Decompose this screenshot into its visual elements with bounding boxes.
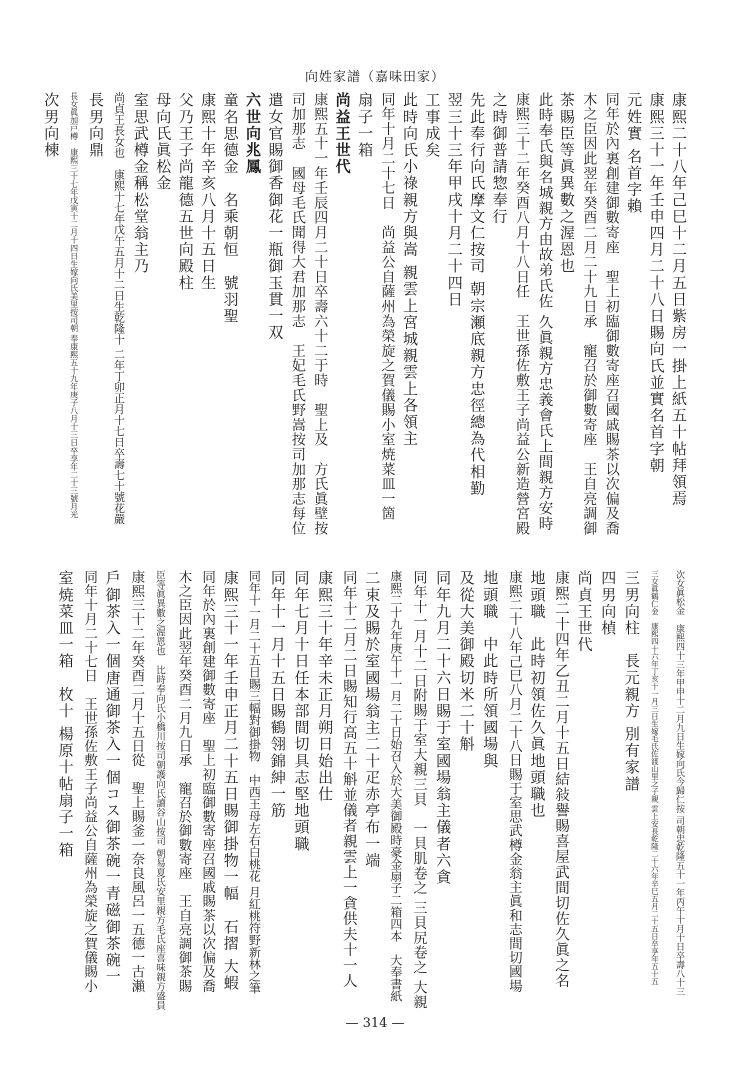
text-column: 司加那志 國母毛氏聞得大君加那志 王妃毛氏野嵩按司加那志每位: [289, 92, 306, 536]
text-column: 康熙三十一年壬申正月二十五日賜御掛物一幅 石摺 大蝦: [221, 570, 240, 992]
text-column: 及從大美御殿切米二十斛: [457, 570, 476, 753]
text-column: 康熙二十八年己巳八月二十八日賜于室思武樽金翁主眞和志間切國場: [505, 570, 522, 993]
text-column: 同年十月二十七日 王世孫佐敷王子尚益公自薩州為榮旋之賀儀賜小: [81, 570, 98, 993]
text-column: 二束及賜於室國場翁主二十疋赤亭布一端: [363, 570, 382, 869]
text-column: 長男向鼎: [87, 92, 106, 159]
text-column: 四男向楨: [599, 570, 618, 637]
text-column: 同年十一月十五日賜鶴翎錦紳一筋: [268, 570, 287, 819]
text-column: 康熙三十一年壬申四月二十八日賜向氏並實名首字朝: [647, 92, 666, 474]
text-column: 地頭職 中此時所領國場與: [481, 570, 500, 770]
text-column: 之時御普請惣奉行: [490, 92, 509, 225]
text-column: 同年於內裏創建御數寄座 聖上初臨御數寄座召國戚賜茶以次偏及喬: [199, 570, 216, 993]
text-column: 三男向柱 長元親方 別有家譜: [622, 570, 641, 793]
text-column: 尚貞王長女也 康熙十七年戊午五月十二日生乾隆十 二年丁卯正月十七日卒壽七十號花嚴: [112, 92, 126, 525]
text-column: 遣女官賜御香御花一瓶御玉貫一双: [266, 92, 285, 341]
text-column: 扇子一箱: [356, 92, 375, 159]
section-heading: 六世向兆鳳: [243, 92, 262, 175]
page-number: — 314 —: [345, 1016, 405, 1031]
text-column: 康熙三十二年癸酉八月十八日任 王世孫佐敷王子尚益公新造營宮殿: [514, 92, 531, 536]
text-column: 同年於內裏創建御數寄座 聖上初臨御數寄座召國戚賜茶以次偏及喬: [603, 92, 620, 536]
text-column: 康熙二十九年庚午十一月二十日始召入於大美御殿時豪金扇子二箱四本 大奉書紙: [388, 570, 403, 1002]
text-column: 康熙十年辛亥八月十五日生: [199, 92, 218, 292]
text-column: 木之臣因此翌年癸酉二月二十九日承 寵召於御數寄座 王自亮調御: [581, 92, 598, 536]
text-column: 戶御茶入一個唐通御茶入一個コス御茶碗一青磁御茶碗一: [103, 570, 122, 985]
lower-text-block: [53, 570, 690, 1010]
text-column: 工事成矣: [423, 92, 442, 159]
text-column: 地頭職 此時初領佐久眞地頭職也: [528, 570, 547, 819]
text-column: 同年十二月二日賜知行高五十斛並儀者親雲上一貪供夫十一人: [340, 570, 357, 989]
text-column: 此時向氏小祿親方與嵩 親雲上宮城親雲上各領主: [400, 92, 419, 447]
text-column: 茶賜臣等眞異數之渥恩也: [557, 92, 576, 275]
text-column: 同年十一月二十五日賜三幅對御掛物 中西王母左右白桃花 月紅桃符野新林之筆: [247, 570, 262, 994]
text-column: 父乃王子尚龍德五世向殿柱: [176, 92, 195, 292]
text-column: 尚貞王世代: [575, 570, 594, 653]
text-column: 同年七月十日任本部間切具志堅地頭職: [292, 570, 311, 853]
text-column: 三女眞鶴仁金 康熙四十六年丁亥十一月三日生嫁毛氏佐渡山里之子親 雲上安長乾隆二十六年辛巳五月二十五日卒享年五十五: [650, 570, 660, 985]
text-column: 康熙三十年辛未正月朔日始出仕: [316, 570, 335, 803]
text-column: 同年十一月十二日附賜于室大親三貝 一貝肌卷之 三貝尻卷之 大親: [411, 570, 428, 1010]
text-column: 康熙五十一年壬辰四月二十日卒壽六十二于時 聖上及 方氏眞壁按: [312, 92, 329, 536]
text-column: 次男向棟: [42, 92, 61, 159]
text-column: 康熙三十二年癸酉二月十五日從 聖上賜釜一奈良風呂一五德一古瀨: [128, 570, 145, 993]
text-column: 長女眞加戸樽 康熙三十七年戊寅十二月十四日生嫁向氏美里按司朝 奉康熙五十九年庚子八月十三日卒享年二十三號月光: [69, 92, 79, 519]
text-column: 康熙二十四年乙丑二月十五日結敍譽賜喜屋武間切佐久眞之名: [553, 570, 570, 989]
text-column: 室焼菜皿一箱 枚十 楊原十帖扇子一箱: [56, 570, 75, 859]
page-header: 向姓家譜（嘉味田家）: [304, 70, 445, 85]
upper-text-block: [40, 92, 690, 537]
text-column: 元姓實 名首字賴: [625, 92, 644, 215]
text-column: 次女眞松金 康熙四十三年甲申十二月九日生嫁向氏今歸仁按 司朝忠乾隆五十一年丙午十月十日卒壽八十三: [674, 570, 684, 996]
text-column: 同年九月二十六日賜于室國場翁主儀者六貪: [434, 570, 453, 886]
text-column: 康熙二十八年己巳十二月五日紫房一掛上紙五十帖拜領焉: [670, 92, 688, 507]
text-column: 同年十月二十七日 尚益公自薩州為榮旋之賀儀賜小室焼菜皿一箇: [379, 92, 396, 522]
text-column: 此時奉氏與名城親方由故弟氏佐 久眞親方忠義會氏上間親方安時: [536, 92, 553, 532]
text-column: 母向氏眞松金: [154, 92, 173, 192]
text-column: 先此奉行向氏摩文仁按司 朝宗瀬底親方忠徑總為代相勤: [468, 92, 487, 497]
text-column: 室思武樽金稱松堂翁主乃: [131, 92, 150, 275]
text-column: 翌三十三年甲戌十月二十四日: [445, 92, 464, 308]
text-column: 童名思德金 名乘朝恒 號羽聖: [221, 92, 240, 325]
section-heading: 尚益王世代: [333, 92, 352, 175]
text-column: 臣等眞異數之渥恩也 比時奉向氏小橋川按司朝護向氏讀谷山按司 朝易夏氏安里親方毛氏座喜味親方盛員: [153, 570, 165, 1011]
text-column: 木之臣因此翌年癸酉二月九日承 寵召於御數寄座 王自亮調御茶賜: [175, 570, 192, 993]
